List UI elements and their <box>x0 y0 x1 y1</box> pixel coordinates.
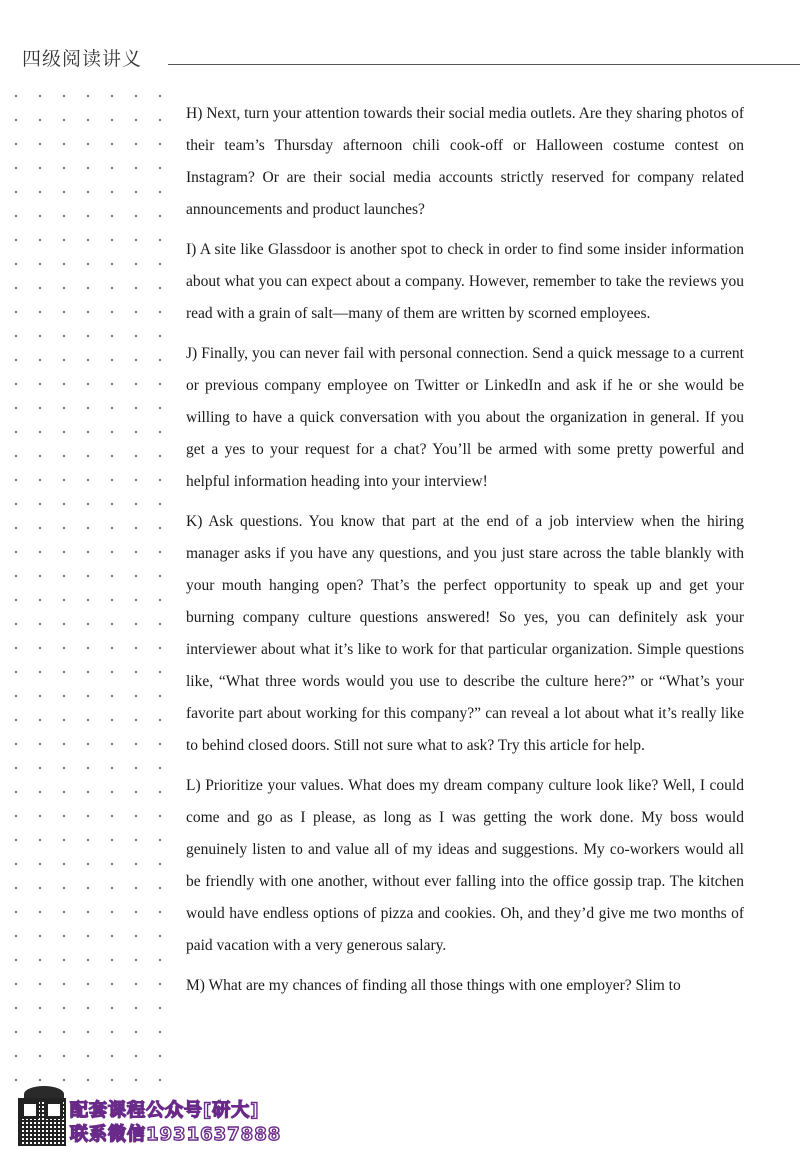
paragraph-m: M) What are my chances of finding all those things with one employer? Slim to <box>186 977 681 994</box>
paragraph-l: L) Prioritize your values. What does my dream company culture look like? Well, I could come and go as I please, as long as I was getting the work done. My boss would genuinely listen to and value all of my ideas and suggestions. My co-workers would all be friendly with one another, without ever falling into the office gossip trap. The kitchen would have endless options of pizza and cookies. Oh, and they’d give me two months of paid vacation with a very generous salary. <box>186 777 744 954</box>
promo-footer <box>18 1098 318 1148</box>
promo-line-wechat: 联系微信1931637888 <box>70 1124 282 1145</box>
paragraph-i: I) A site like Glassdoor is another spot to check in order to find some insider information about what you can expect about a company. However, remember to take the reviews you read with a grain of salt—many of them are written by scorned employees. <box>186 241 744 322</box>
qr-code-icon[interactable] <box>18 1098 66 1146</box>
header-rule <box>168 64 800 65</box>
paragraph-h: H) Next, turn your attention towards their social media outlets. Are they sharing photos of their team’s Thursday afternoon chili cook-off or Halloween costume contest on Instagram? Or are their social media accounts strictly reserved for company related announcements and product launches? <box>186 105 744 218</box>
page-header-title: 四级阅读讲义 <box>22 48 143 70</box>
promo-line-course: 配套课程公众号[研大] <box>70 1100 260 1121</box>
reading-passage <box>186 98 744 1010</box>
paragraph-j: J) Finally, you can never fail with personal connection. Send a quick message to a current or previous company employee on Twitter or LinkedIn and ask if he or she would be willing to have a quick conversation with you about the organization in general. If you get a yes to your request for a chat? You’ll be armed with some pretty powerful and helpful information heading into your interview! <box>186 345 744 490</box>
paragraph-k: K) Ask questions. You know that part at the end of a job interview when the hiring manager asks if you have any questions, and you just stare across the table blankly with your mouth hanging open? That’s the perfect opportunity to speak up and get your burning company culture questions answered! So yes, you can definitely ask your interviewer about what it’s like to work for that particular organization. Simple questions like, “What three words would you use to describe the culture here?” or “What’s your favorite part about working for this company?” can reveal a lot about what it’s really like to behind closed doors. Still not sure what to ask? Try this article for help. <box>186 513 744 754</box>
dot-grid-margin <box>0 80 180 1090</box>
